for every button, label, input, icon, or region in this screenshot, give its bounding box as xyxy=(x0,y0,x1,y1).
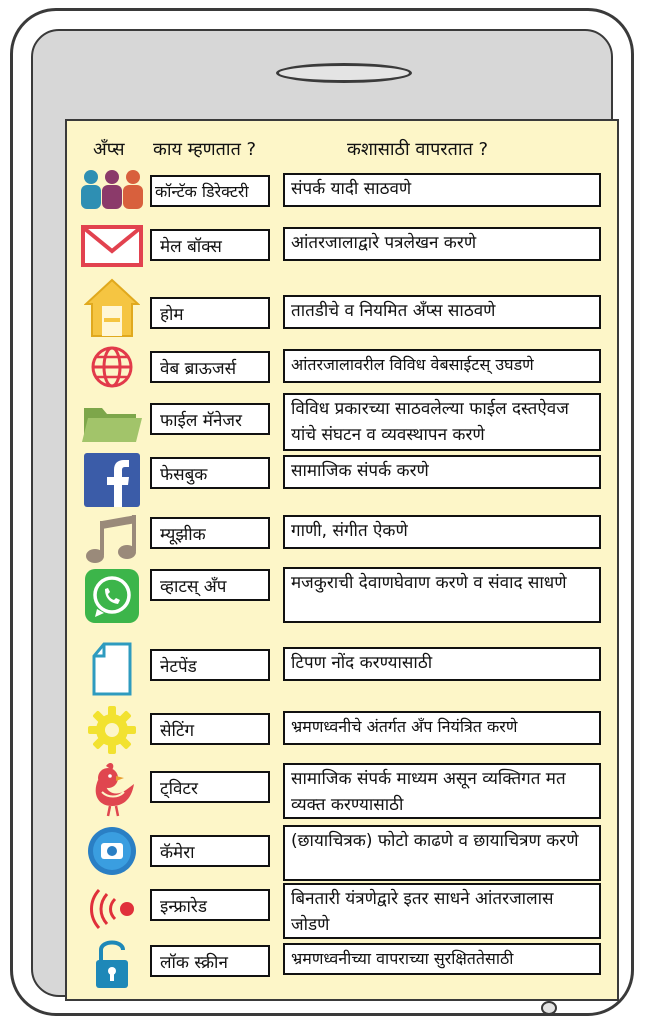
app-name: इन्फ्रारेड xyxy=(150,889,270,921)
app-description: (छायाचित्रक) फोटो काढणे व छायाचित्रण करणे xyxy=(283,825,601,881)
header-used-for: कशासाठी वापरतात ? xyxy=(347,139,489,160)
app-name: नेटपेंड xyxy=(150,649,270,681)
home-button[interactable] xyxy=(541,1001,557,1015)
phone-bezel xyxy=(31,29,613,997)
lock-icon xyxy=(79,935,145,991)
app-name: व्हाटस् अँप xyxy=(150,569,270,601)
app-description: भ्रमणध्वनीचे अंतर्गत अँप नियंत्रित करणे xyxy=(283,711,601,745)
app-name: फाईल मॅनेजर xyxy=(150,403,270,435)
camera-icon xyxy=(79,823,145,879)
app-description: बिनतारी यंत्रणेद्वारे इतर साधने आंतरजालास जोडणे xyxy=(283,883,601,939)
home-icon xyxy=(79,277,145,339)
globe-icon xyxy=(79,345,145,389)
app-name: सेटिंग xyxy=(150,713,270,745)
notepad-icon xyxy=(79,641,145,697)
app-description: विविध प्रकारच्या साठवलेल्या फाईल दस्तऐवज यांचे संघटन व व्यवस्थापन करणे xyxy=(283,393,601,451)
app-name: होम xyxy=(150,297,270,329)
app-description: सामाजिक संपर्क माध्यम असून व्यक्तिगत मत व्यक्त करण्यासाठी xyxy=(283,763,601,819)
gear-icon xyxy=(79,705,145,755)
speaker-grille xyxy=(276,63,412,83)
app-description: भ्रमणध्वनीच्या वापराच्या सुरक्षिततेसाठी xyxy=(283,943,601,975)
app-name: कॅमेरा xyxy=(150,835,270,867)
app-description: टिपण नोंद करण्यासाठी xyxy=(283,647,601,681)
mail-icon xyxy=(79,223,145,269)
header-apps: अँप्स xyxy=(93,139,125,160)
app-name: वेब ब्राऊजर्स xyxy=(150,351,270,383)
app-name: लॉक स्क्रीन xyxy=(150,945,270,977)
app-description: सामाजिक संपर्क करणे xyxy=(283,455,601,489)
whatsapp-icon xyxy=(79,567,145,625)
twitter-bird-icon xyxy=(79,759,145,819)
facebook-icon xyxy=(79,453,145,507)
app-name: कॉन्टॅक डिरेक्टरी xyxy=(150,175,270,207)
app-description: तातडीचे व नियमित अँप्स साठवणे xyxy=(283,295,601,329)
app-name: ट्विटर xyxy=(150,771,270,803)
app-description: संपर्क यादी साठवणे xyxy=(283,173,601,207)
app-description: मजकुराची देवाणघेवाण करणे व संवाद साधणे xyxy=(283,567,601,623)
app-description: आंतरजालावरील विविध वेबसाईटस् उघडणे xyxy=(283,349,601,383)
phone-frame xyxy=(10,8,634,1016)
infrared-icon xyxy=(79,883,145,935)
header-what-called: काय म्हणतात ? xyxy=(153,139,257,160)
app-description: गाणी, संगीत ऐकणे xyxy=(283,515,601,549)
music-note-icon xyxy=(79,511,145,567)
app-name: मेल बॉक्स xyxy=(150,229,270,261)
app-name: म्यूझीक xyxy=(150,517,270,549)
screen xyxy=(65,119,619,1001)
folder-icon xyxy=(79,397,145,447)
app-name: फेसबुक xyxy=(150,457,270,489)
app-description: आंतरजालाद्वारे पत्रलेखन करणे xyxy=(283,227,601,261)
contacts-icon xyxy=(79,167,145,211)
